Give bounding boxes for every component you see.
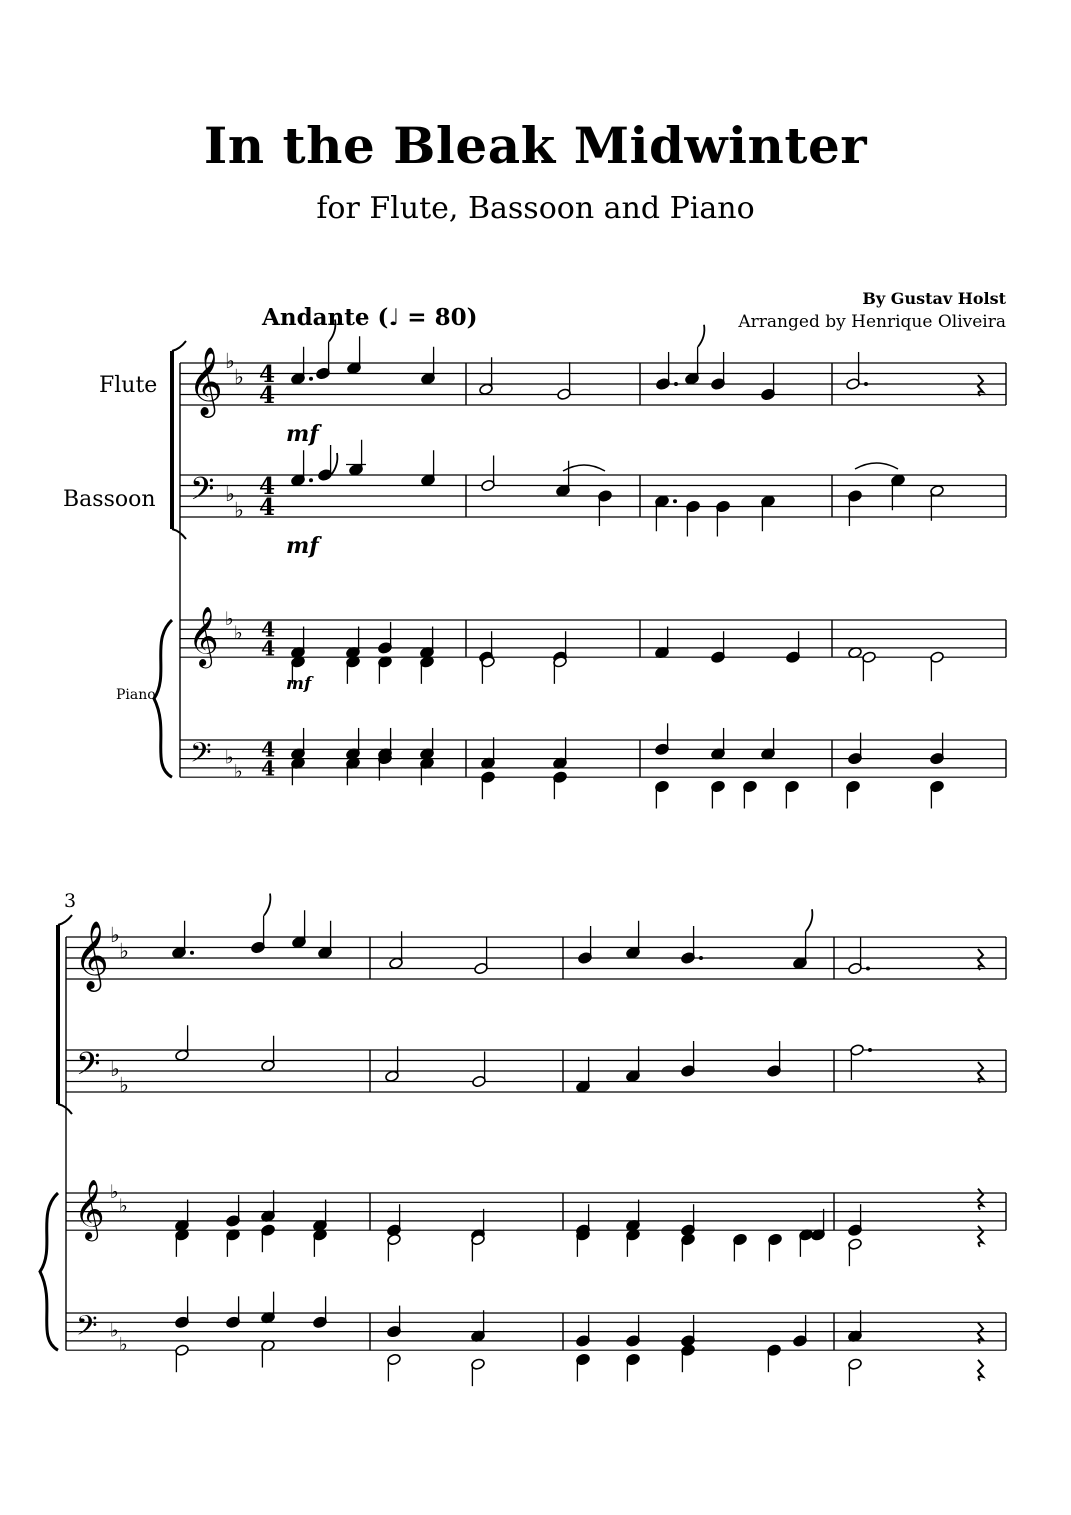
augmentation-dot xyxy=(309,478,313,482)
key-signature-flat: ♭ xyxy=(234,497,244,522)
quarter-rest xyxy=(978,1062,983,1083)
key-signature-flat: ♭ xyxy=(234,761,243,783)
bass-clef-icon: 𝄢 xyxy=(190,470,215,515)
piano-brace xyxy=(40,1193,58,1350)
note-flag xyxy=(331,453,337,475)
arranger-credit: Arranged by Henrique Oliveira xyxy=(738,312,1006,332)
key-signature-flat: ♭ xyxy=(110,923,120,947)
tempo-label: Andante xyxy=(262,304,370,331)
note-flag xyxy=(698,325,704,347)
key-signature-flat: ♭ xyxy=(119,1072,129,1097)
bassoon-label: Bassoon xyxy=(63,487,156,512)
bass-clef-icon: 𝄢 xyxy=(76,1045,101,1090)
key-signature-flat: ♭ xyxy=(119,1334,128,1356)
group-bracket-tip xyxy=(172,529,186,539)
key-signature-flat: ♭ xyxy=(110,1057,120,1081)
time-signature-bottom: 4 xyxy=(259,381,276,409)
key-signature-flat: ♭ xyxy=(225,482,235,506)
quarter-rest xyxy=(978,1226,983,1247)
treble-clef-icon: 𝄞 xyxy=(188,606,219,667)
augmentation-dot xyxy=(190,951,194,955)
quarter-rest xyxy=(978,1360,983,1381)
slur xyxy=(855,463,898,469)
augmentation-dot xyxy=(866,967,870,971)
treble-clef-icon: 𝄞 xyxy=(74,1179,105,1240)
time-signature-bottom: 4 xyxy=(261,636,276,661)
key-signature-flat: ♭ xyxy=(234,364,244,389)
flute-dynamic-mf: mf xyxy=(286,421,319,447)
score-title: In the Bleak Midwinter xyxy=(203,116,868,175)
quarter-rest xyxy=(978,375,983,396)
piano-brace xyxy=(154,620,172,777)
key-signature-flat: ♭ xyxy=(119,938,129,963)
key-signature-flat: ♭ xyxy=(225,349,235,373)
augmentation-dot xyxy=(673,499,677,503)
bass-clef-icon: 𝄢 xyxy=(76,1308,98,1348)
piano-label: Piano xyxy=(116,687,156,703)
group-bracket-tip xyxy=(58,1104,72,1114)
slur xyxy=(563,465,605,471)
time-signature-bottom: 4 xyxy=(261,756,276,781)
tempo-bpm: 80 xyxy=(434,304,467,331)
time-signature-top: 4 xyxy=(261,617,276,642)
bass-clef-icon: 𝄢 xyxy=(190,735,212,775)
group-bracket-tip xyxy=(58,915,72,925)
composer-credit: By Gustav Holst xyxy=(862,289,1006,308)
time-signature-top: 4 xyxy=(259,472,276,500)
group-bracket-tip xyxy=(172,341,186,351)
piano-dynamic-mf: mf xyxy=(286,674,312,695)
score-subtitle: for Flute, Bassoon and Piano xyxy=(316,191,755,226)
key-signature-flat: ♭ xyxy=(225,747,234,769)
quarter-rest xyxy=(978,949,983,970)
key-signature-flat: ♭ xyxy=(119,1195,128,1217)
augmentation-dot xyxy=(868,1048,872,1052)
quarter-note-icon: ♩ xyxy=(388,304,400,331)
augmentation-dot xyxy=(699,956,703,960)
measure-number: 3 xyxy=(64,890,77,912)
flute-label: Flute xyxy=(99,373,158,398)
treble-clef-icon: 𝄞 xyxy=(74,919,109,989)
note-flag xyxy=(329,320,335,342)
time-signature-top: 4 xyxy=(259,360,276,388)
key-signature-flat: ♭ xyxy=(110,1182,119,1203)
note-flag xyxy=(264,894,270,916)
key-signature-flat: ♭ xyxy=(110,1320,119,1342)
augmentation-dot xyxy=(674,382,678,386)
treble-clef-icon: 𝄞 xyxy=(188,345,223,415)
key-signature-flat: ♭ xyxy=(234,622,243,644)
quarter-rest xyxy=(978,1189,983,1210)
augmentation-dot xyxy=(864,382,868,386)
note-flag xyxy=(806,909,812,931)
time-signature-bottom: 4 xyxy=(259,493,276,521)
bassoon-dynamic-mf: mf xyxy=(286,533,319,559)
key-signature-flat: ♭ xyxy=(225,609,234,630)
augmentation-dot xyxy=(309,377,313,381)
time-signature-top: 4 xyxy=(261,737,276,762)
tempo-marking: Andante (♩ = 80) xyxy=(262,304,478,331)
